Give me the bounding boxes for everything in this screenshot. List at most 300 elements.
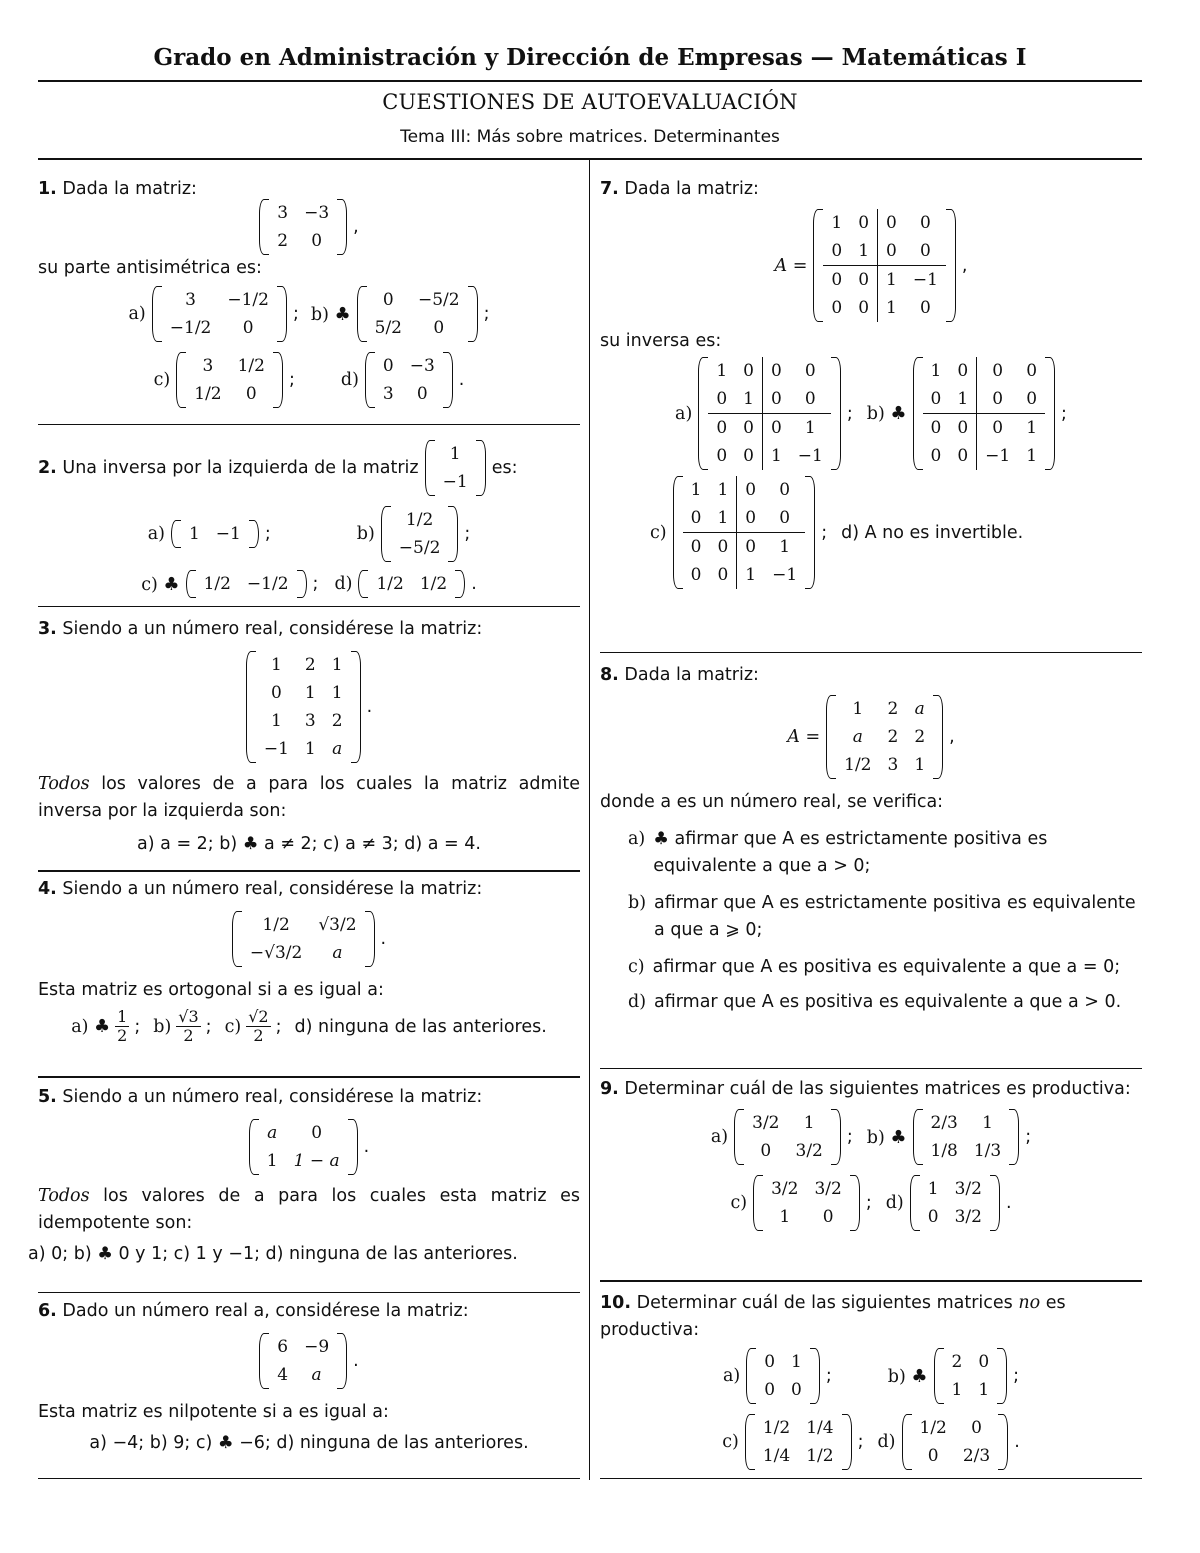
- right-paren: [297, 570, 307, 598]
- matrix-cell: 1: [331, 683, 343, 703]
- matrix-cell: a: [332, 739, 343, 759]
- right-paren: [476, 440, 486, 496]
- left-paren: [913, 357, 923, 470]
- question-7: 7. Dada la matriz: A = 1 0 0 0 0 1 0 0 0 0 1 −1 0 0 1 0 , su inversa es: a) 1 0 0 0 0 1 0 0 0 0 0 1 0 0 1 −1 ; b) ♣ 1 0 0 0 0 1 0 0 0 0 0 1 0 0 −1 1 ; c) 1 1 0 0 0 1 0 0 0 0 0 1 0 0 1 −1 ; d) A no es invertible.: [600, 176, 1142, 589]
- matrix-table: [375, 352, 443, 408]
- matrix-cell: 1: [188, 524, 200, 544]
- matrix-cell: 0: [762, 357, 789, 385]
- matrix-cell: −√3/2: [249, 943, 303, 963]
- matrix-cell: 1: [266, 1151, 278, 1171]
- matrix-table: [196, 570, 297, 598]
- matrix-cell: 1/2: [419, 574, 448, 594]
- left-paren: [913, 1109, 923, 1165]
- matrix-cell: 0: [930, 389, 942, 409]
- matrix-cell: 2: [914, 727, 926, 747]
- matrix-cell: 1: [690, 480, 702, 500]
- question-2: 2. Una inversa por la izquierda de la matriz 1 −1 es: a) 1 −1 ; b) 1/2 −5/2 ; c) ♣ 1/2 −1/2 ; d) 1/2 1/2 .: [38, 440, 580, 598]
- matrix-cell: 0: [245, 384, 257, 404]
- q1-option-b[interactable]: [357, 286, 478, 342]
- matrix-cell: 2: [887, 727, 899, 747]
- matrix-cell: 0: [382, 356, 394, 376]
- header-rule: [38, 80, 1142, 82]
- question-5: 5. Siendo a un número real, considérese la matriz: a 0 1 1 − a . Todos los valores de a para los cuales esta matriz es idempotente son: a) 0; b) ♣ 0 y 1; c) 1 y −1; d) ninguna de las anteriores.: [38, 1084, 580, 1268]
- matrix-table: [269, 1333, 337, 1389]
- matrix-cell: 0: [762, 414, 789, 443]
- matrix-cell: 0: [930, 446, 942, 466]
- question-9: 9. Determinar cuál de las siguientes matrices es productiva: a) 3/2 1 0 3/2 ; b) ♣ 2/3 1 1/8 1/3 ; c) 3/2 3/2 1 0 ; d) 1 3/2 0 3/2 .: [600, 1076, 1142, 1231]
- matrix-cell: a: [852, 727, 863, 747]
- question-3-matrix: [246, 651, 361, 763]
- matrix-cell: 1: [790, 414, 831, 443]
- matrix-table: [683, 476, 806, 589]
- right-paren: [277, 286, 287, 342]
- matrix-cell: 0: [690, 565, 702, 585]
- q5-options[interactable]: a) 0; b) ♣ 0 y 1; c) 1 y −1; d) ninguna de las anteriores.: [28, 1244, 518, 1264]
- question-8: 8. Dada la matriz: A = 1 2 a a 2 2 1/2 3 1 , donde a es un número real, se verifica: a) ♣ afirmar que A es estrictamente positiva es equivalente a que a > 0; b) afirmar que A es estrictamente positiva es equivalente a que a ⩾ 0; c) afirmar que A es positiva es equivalente a que a = 0; d) afirmar que A es positiva es equivalente a que a > 0.: [600, 662, 1142, 1016]
- matrix-cell: 0: [737, 533, 764, 562]
- question-5-text2: los valores de a para los cuales esta matriz es idempotente son:: [38, 1186, 580, 1233]
- q9-option-c[interactable]: [753, 1175, 860, 1231]
- matrix-cell: −3: [304, 203, 330, 223]
- question-5-matrix: [249, 1119, 358, 1175]
- matrix-cell: 0: [743, 361, 754, 381]
- q2-option-d[interactable]: [358, 570, 465, 598]
- matrix-cell: 0: [878, 209, 905, 237]
- question-3-text2: los valores de a para los cuales la matriz admite inversa por la izquierda son:: [38, 774, 580, 821]
- matrix-cell: 0: [791, 1380, 802, 1400]
- question-1-text2: su parte antisimétrica es:: [38, 258, 262, 278]
- left-paren: [152, 286, 162, 342]
- right-paren: [337, 1333, 347, 1389]
- matrix-cell: 1: [764, 533, 805, 562]
- left-paren: [753, 1175, 763, 1231]
- matrix-table: [242, 911, 365, 967]
- matrix-cell: 0: [716, 389, 728, 409]
- matrix-cell: 1: [331, 655, 343, 675]
- separator: [600, 1478, 1142, 1479]
- right-paren: [810, 1348, 820, 1404]
- right-paren: [933, 695, 943, 779]
- left-paren: [186, 570, 196, 598]
- matrix-cell: 0: [1026, 361, 1038, 381]
- matrix-cell: 3: [277, 203, 289, 223]
- matrix-cell: 4: [277, 1365, 289, 1385]
- matrix-cell: 2/3: [962, 1446, 991, 1466]
- q9-option-a[interactable]: [734, 1109, 841, 1165]
- q2-option-b[interactable]: [381, 506, 459, 562]
- matrix-cell: 0: [927, 1207, 939, 1227]
- right-paren: [990, 1175, 1000, 1231]
- left-paren: [365, 352, 375, 408]
- matrix-cell: 6: [277, 1337, 289, 1357]
- matrix-cell: −1: [797, 446, 823, 466]
- matrix-cell: 0: [270, 683, 282, 703]
- matrix-cell: 1/2: [919, 1418, 947, 1438]
- question-7-matrix: [813, 209, 956, 322]
- right-paren: [365, 911, 375, 967]
- question-4-text: Siendo a un número real, considérese la matriz:: [62, 879, 483, 899]
- question-3: 3. Siendo a un número real, considérese la matriz: 1 2 1 0 1 1 1 3 2 −1 1 a . Todos los valores de a para los cuales la matriz admite inversa por la izquierda son: a) a = 2; b) ♣ a ≠ 2; c) a ≠ 3; d) a = 4.: [38, 616, 580, 858]
- left-paren: [910, 1175, 920, 1231]
- matrix-cell: 1: [858, 241, 870, 261]
- document-subtitle: CUESTIONES DE AUTOEVALUACIÓN: [382, 90, 798, 114]
- matrix-cell: 0: [779, 508, 791, 528]
- matrix-cell: 1/2: [203, 574, 231, 594]
- matrix-cell: 0: [242, 318, 254, 338]
- matrix-cell: 0: [311, 1123, 323, 1143]
- matrix-cell: −9: [304, 1337, 330, 1357]
- question-3-text: Siendo a un número real, considérese la matriz:: [62, 619, 483, 639]
- question-4-text2: Esta matriz es ortogonal si a es igual a:: [38, 980, 384, 1000]
- q7-option-d[interactable]: d) A no es invertible.: [841, 522, 1024, 543]
- left-paren: [259, 199, 269, 255]
- matrix-cell: 3/2: [954, 1207, 982, 1227]
- left-paren: [425, 440, 435, 496]
- right-paren: [805, 476, 815, 589]
- q3-options[interactable]: a) a = 2; b) ♣ a ≠ 2; c) a ≠ 3; d) a = 4.: [137, 834, 481, 854]
- question-5-text: Siendo a un número real, considérese la matriz:: [62, 1087, 483, 1107]
- q8-option-d[interactable]: d) afirmar que A es positiva es equivalente a que a > 0.: [628, 992, 1122, 1012]
- matrix-cell: 2: [277, 231, 289, 251]
- matrix-table: [186, 352, 273, 408]
- question-1-text: Dada la matriz:: [62, 179, 197, 199]
- matrix-table: [944, 1348, 998, 1404]
- left-paren: [745, 1414, 755, 1470]
- matrix-table: [269, 199, 337, 255]
- matrix-cell: 0: [762, 385, 789, 414]
- matrix-cell: 0: [1026, 389, 1038, 409]
- matrix-cell: 0: [690, 508, 702, 528]
- question-1-matrix: [259, 199, 347, 255]
- matrix-cell: 2: [304, 655, 316, 675]
- matrix-cell: 1/2: [405, 510, 434, 530]
- document-title: Grado en Administración y Dirección de Empresas — Matemáticas I: [153, 44, 1027, 71]
- right-paren: [455, 570, 465, 598]
- right-paren: [249, 520, 259, 548]
- question-6-text: Dado un número real a, considérese la matriz:: [62, 1301, 469, 1321]
- q8-option-a[interactable]: a) ♣ afirmar que A es estrictamente positiva es equivalente a que a > 0;: [628, 829, 1048, 876]
- q10-option-a[interactable]: [746, 1348, 820, 1404]
- matrix-cell: 0: [737, 476, 764, 504]
- right-paren: [998, 1414, 1008, 1470]
- matrix-cell: 1: [957, 389, 969, 409]
- question-10: 10. Determinar cuál de las siguientes matrices no es productiva: a) 0 1 0 0 ; b) ♣ 2 0 1 1 ; c) 1/2 1/4 1/4 1/2 ; d) 1/2 0 0 2/3 .: [600, 1290, 1142, 1470]
- matrix-cell: a: [267, 1123, 278, 1143]
- matrix-cell: 0: [878, 237, 905, 266]
- question-7-text2: su inversa es:: [600, 331, 722, 351]
- matrix-table: [755, 1414, 842, 1470]
- matrix-cell: 0: [957, 361, 969, 381]
- matrix-cell: a: [332, 943, 343, 963]
- matrix-table: [391, 506, 449, 562]
- matrix-cell: 1: [304, 683, 316, 703]
- separator: [600, 652, 1142, 653]
- right-paren: [1009, 1109, 1019, 1165]
- matrix-cell: 1/2: [806, 1446, 834, 1466]
- question-8-text2: donde a es un número real, se verifica:: [600, 792, 944, 812]
- left-paren: [673, 476, 683, 589]
- matrix-cell: 3/2: [814, 1179, 842, 1199]
- matrix-cell: 1: [304, 739, 316, 759]
- matrix-cell: 1/4: [806, 1418, 834, 1438]
- q1-option-d[interactable]: [365, 352, 453, 408]
- question-2-text: Una inversa por la izquierda de la matriz: [62, 458, 419, 478]
- matrix-cell: 1: [717, 480, 729, 500]
- matrix-cell: 0: [858, 213, 870, 233]
- matrix-cell: 0: [919, 241, 931, 261]
- separator: [38, 1478, 580, 1479]
- matrix-cell: 1/2: [237, 356, 265, 376]
- matrix-cell: −1: [263, 739, 289, 759]
- question-2-matrix: [425, 440, 486, 496]
- matrix-cell: 0: [743, 446, 754, 466]
- q1-option-a[interactable]: [152, 286, 287, 342]
- q10-option-c[interactable]: [745, 1414, 852, 1470]
- matrix-cell: 0: [764, 1380, 776, 1400]
- matrix-table: [708, 357, 831, 470]
- right-column: [600, 160, 1142, 1490]
- matrix-table: [920, 1175, 990, 1231]
- q6-options[interactable]: a) −4; b) 9; c) ♣ −6; d) ninguna de las anteriores.: [89, 1433, 529, 1453]
- matrix-cell: 1/2: [762, 1418, 791, 1438]
- right-paren: [337, 199, 347, 255]
- matrix-cell: 3: [202, 356, 214, 376]
- matrix-cell: 1: [1026, 446, 1038, 466]
- q2-option-c[interactable]: [186, 570, 307, 598]
- right-paren: [831, 1109, 841, 1165]
- matrix-cell: −1/2: [169, 318, 212, 338]
- matrix-cell: 1: [1018, 414, 1045, 443]
- matrix-table: [756, 1348, 810, 1404]
- right-paren: [448, 506, 458, 562]
- matrix-cell: −1/2: [227, 290, 269, 310]
- separator: [38, 870, 580, 872]
- matrix-table: [923, 1109, 1010, 1165]
- q8-option-b[interactable]: b) afirmar que A es estrictamente positiva es equivalente a que a ⩾ 0;: [628, 893, 1136, 940]
- matrix-table: [256, 651, 351, 763]
- matrix-cell: 0: [804, 361, 816, 381]
- matrix-cell: 1 − a: [293, 1151, 340, 1171]
- right-paren: [443, 352, 453, 408]
- matrix-cell: 3/2: [954, 1179, 982, 1199]
- matrix-cell: 3/2: [795, 1141, 823, 1161]
- matrix-table: [367, 286, 468, 342]
- left-paren: [813, 209, 823, 322]
- q10-option-b[interactable]: [934, 1348, 1008, 1404]
- matrix-cell: 1: [978, 1380, 990, 1400]
- right-paren: [946, 209, 956, 322]
- matrix-cell: 3/2: [752, 1113, 780, 1133]
- left-paren: [746, 1348, 756, 1404]
- matrix-cell: 0: [416, 384, 428, 404]
- matrix-cell: 0: [382, 290, 394, 310]
- matrix-table: [435, 440, 476, 496]
- matrix-cell: 1/4: [762, 1446, 791, 1466]
- matrix-cell: 0: [735, 414, 762, 443]
- matrix-cell: 0: [850, 266, 877, 295]
- right-paren: [351, 651, 361, 763]
- q8-option-c[interactable]: c) afirmar que A es positiva es equivalente a que a = 0;: [628, 957, 1121, 977]
- question-10-text: Determinar cuál de las siguientes matrices no es productiva:: [600, 1293, 1066, 1340]
- matrix-table: [368, 570, 455, 598]
- matrix-cell: 1: [930, 361, 942, 381]
- matrix-cell: 0: [919, 298, 931, 318]
- left-paren: [934, 1348, 944, 1404]
- matrix-cell: 0: [977, 357, 1019, 385]
- matrix-table: [823, 209, 946, 322]
- matrix-cell: 0: [957, 446, 969, 466]
- left-paren: [176, 352, 186, 408]
- matrix-cell: √3/2: [318, 915, 357, 935]
- matrix-cell: 0: [977, 385, 1019, 414]
- question-6-matrix: [259, 1333, 347, 1389]
- right-paren: [831, 357, 841, 470]
- q9-option-b[interactable]: [913, 1109, 1020, 1165]
- left-paren: [698, 357, 708, 470]
- matrix-cell: −1: [772, 565, 798, 585]
- q4-options[interactable]: a) ♣ $\frac{1}{2}$ ; b) $\frac{√3}{2}$ ; c) $\frac{√2}{2}$ ; d) ninguna de las anteriores.: [71, 1007, 547, 1045]
- matrix-cell: 0: [804, 389, 816, 409]
- matrix-cell: 0: [311, 231, 323, 251]
- matrix-cell: 1/2: [844, 755, 872, 775]
- q10-option-d[interactable]: [902, 1414, 1009, 1470]
- matrix-cell: 0: [919, 213, 931, 233]
- matrix-cell: 0: [831, 298, 843, 318]
- matrix-cell: 1/2: [194, 384, 222, 404]
- matrix-cell: 5/2: [374, 318, 402, 338]
- question-1: 1. Dada la matriz: 3 −3 2 0 , su parte antisimétrica es: a) 3 −1/2 −1/2 0 ; b) ♣ 0 −5/2 5/2 0 ; c) 3 1/2 1/2 0 ; d) 0 −3 3 0 .: [38, 176, 580, 408]
- q7-option-b[interactable]: [913, 357, 1056, 470]
- left-paren: [358, 570, 368, 598]
- separator: [38, 1076, 580, 1078]
- separator: [38, 1292, 580, 1293]
- matrix-cell: −3: [409, 356, 435, 376]
- question-6: 6. Dado un número real a, considérese la matriz: 6 −9 4 a . Esta matriz es nilpotente si a es igual a: a) −4; b) 9; c) ♣ −6; d) ninguna de las anteriores.: [38, 1298, 580, 1457]
- left-paren: [902, 1414, 912, 1470]
- matrix-cell: 1: [878, 266, 905, 295]
- matrix-cell: 1/2: [376, 574, 404, 594]
- question-4-matrix: [232, 911, 375, 967]
- matrix-cell: 1: [914, 755, 926, 775]
- matrix-cell: 1/3: [973, 1141, 1002, 1161]
- question-6-text2: Esta matriz es nilpotente si a es igual a:: [38, 1402, 389, 1422]
- q1-option-c[interactable]: [176, 352, 283, 408]
- left-column: [28, 160, 580, 1490]
- matrix-cell: a: [914, 699, 925, 719]
- matrix-cell: −1: [977, 442, 1019, 470]
- right-paren: [1045, 357, 1055, 470]
- matrix-cell: 1: [803, 1113, 815, 1133]
- matrix-cell: 2: [887, 699, 899, 719]
- matrix-cell: −5/2: [417, 290, 460, 310]
- matrix-cell: 0: [433, 318, 445, 338]
- matrix-cell: 0: [923, 414, 950, 443]
- left-paren: [249, 1119, 259, 1175]
- separator: [38, 606, 580, 607]
- matrix-cell: 1: [762, 442, 789, 470]
- matrix-cell: −1: [442, 472, 468, 492]
- left-paren: [171, 520, 181, 548]
- question-4: 4. Siendo a un número real, considérese la matriz: 1/2 √3/2 −√3/2 a . Esta matriz es ortogonal si a es igual a: a) ♣ $\frac{1}{2}$ ; b) $\frac{√3}{2}$ ; c) $\frac{√2}{2}$ ; d) ninguna de las anteriores.: [38, 876, 580, 1045]
- matrix-cell: 1: [852, 699, 864, 719]
- separator: [600, 1068, 1142, 1069]
- matrix-cell: −1: [215, 524, 241, 544]
- matrix-cell: 1/8: [930, 1141, 958, 1161]
- q2-option-a[interactable]: [171, 520, 259, 548]
- right-paren: [850, 1175, 860, 1231]
- matrix-table: [259, 1119, 348, 1175]
- document-topic: Tema III: Más sobre matrices. Determinantes: [400, 127, 780, 147]
- matrix-cell: a: [311, 1365, 322, 1385]
- matrix-cell: 0: [822, 1207, 834, 1227]
- question-9-text: Determinar cuál de las siguientes matrices es productiva:: [624, 1079, 1131, 1099]
- matrix-cell: 1: [743, 389, 754, 409]
- matrix-cell: 0: [764, 1352, 776, 1372]
- matrix-cell: 1/2: [262, 915, 290, 935]
- matrix-cell: 1: [927, 1179, 939, 1199]
- matrix-cell: 0: [737, 504, 764, 533]
- left-paren: [381, 506, 391, 562]
- matrix-cell: 1: [737, 561, 764, 589]
- left-paren: [232, 911, 242, 967]
- matrix-cell: 1: [831, 213, 843, 233]
- left-paren: [246, 651, 256, 763]
- matrix-table: [912, 1414, 999, 1470]
- matrix-cell: 1: [717, 508, 729, 528]
- matrix-cell: −1/2: [246, 574, 289, 594]
- left-paren: [826, 695, 836, 779]
- matrix-cell: −1: [905, 266, 946, 295]
- matrix-cell: 0: [779, 480, 791, 500]
- right-paren: [348, 1119, 358, 1175]
- separator: [38, 424, 580, 425]
- left-paren: [734, 1109, 744, 1165]
- matrix-cell: 1: [951, 1380, 963, 1400]
- matrix-cell: 0: [709, 533, 736, 562]
- matrix-cell: 2/3: [930, 1113, 958, 1133]
- matrix-cell: 0: [717, 565, 729, 585]
- q7-option-c[interactable]: [673, 476, 816, 589]
- matrix-cell: 0: [977, 414, 1019, 443]
- matrix-cell: 0: [858, 298, 870, 318]
- matrix-table: [744, 1109, 831, 1165]
- column-divider: [589, 160, 590, 1480]
- matrix-cell: 1: [878, 294, 905, 322]
- q7-option-a[interactable]: [698, 357, 841, 470]
- question-7-text: Dada la matriz:: [624, 179, 759, 199]
- right-paren: [842, 1414, 852, 1470]
- matrix-cell: 0: [831, 241, 843, 261]
- matrix-cell: 3/2: [771, 1179, 799, 1199]
- right-paren: [468, 286, 478, 342]
- matrix-cell: 1: [982, 1113, 993, 1133]
- matrix-cell: 1: [270, 711, 282, 731]
- matrix-cell: 0: [683, 533, 710, 562]
- q9-option-d[interactable]: [910, 1175, 1000, 1231]
- matrix-table: [162, 286, 277, 342]
- question-8-text: Dada la matriz:: [624, 665, 759, 685]
- separator: [600, 1280, 1142, 1282]
- left-paren: [259, 1333, 269, 1389]
- right-paren: [273, 352, 283, 408]
- matrix-cell: 1: [270, 655, 282, 675]
- matrix-cell: 1: [779, 1207, 791, 1227]
- matrix-cell: 3: [887, 755, 899, 775]
- matrix-table: [923, 357, 1046, 470]
- matrix-cell: 0: [716, 446, 728, 466]
- matrix-cell: 1: [716, 361, 728, 381]
- matrix-table: [763, 1175, 850, 1231]
